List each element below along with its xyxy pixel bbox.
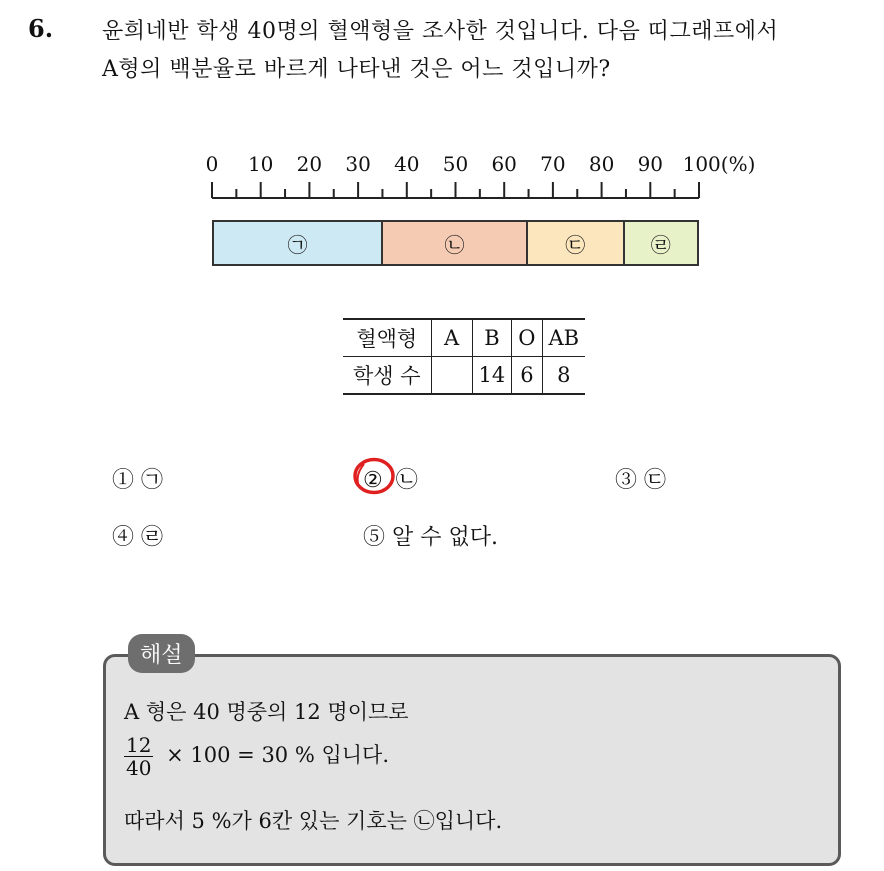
strip-graph (212, 220, 699, 266)
solution-tag: 해설 (128, 634, 195, 673)
table-row-students (343, 357, 585, 395)
ruler-tick-label: 30 (345, 152, 371, 176)
table-cell: 14 (472, 357, 512, 395)
solution-line2 (124, 734, 389, 779)
ruler-tick-label: 0 (205, 152, 219, 176)
fraction-denominator: 40 (126, 756, 152, 780)
option-4[interactable]: ④ ㉣ (112, 525, 163, 550)
strip-segment (528, 222, 625, 264)
table-cell: 8 (542, 357, 585, 395)
table-header-blood-type: 혈액형 (343, 319, 431, 357)
option-3[interactable]: ③ ㉢ (615, 468, 666, 493)
ruler-tick-label: 40 (394, 152, 420, 176)
strip-segment (383, 222, 528, 264)
strip-segment-label: ㉠ (287, 232, 308, 257)
solution-line3: 따라서 5 %가 6칸 있는 기호는 ㉡입니다. (124, 809, 503, 833)
table-cell: B (472, 319, 512, 357)
solution-line1: A 형은 40 명중의 12 명이므로 (124, 700, 409, 724)
ruler-tick-label: 90 (637, 152, 664, 176)
fraction-numerator: 12 (126, 733, 152, 757)
ruler-tick-label: 100(%) (682, 152, 756, 176)
table-cell: AB (542, 319, 585, 357)
option-2-number: ② (363, 468, 383, 493)
blood-type-table (343, 318, 585, 395)
table-cell-blank (431, 357, 472, 395)
ruler-tick-label: 80 (588, 152, 615, 176)
ruler-tick-label: 20 (296, 152, 323, 176)
ruler-tick-label: 10 (247, 152, 274, 176)
strip-segment-label: ㉢ (565, 232, 586, 257)
strip-segment (214, 222, 383, 264)
strip-segment-label: ㉣ (650, 232, 671, 257)
solution-line2-rest: × 100 = 30 % 입니다. (166, 743, 389, 767)
strip-segment-label: ㉡ (444, 232, 465, 257)
table-cell: O (512, 319, 542, 357)
table-cell: 6 (512, 357, 542, 395)
strip-segment (625, 222, 697, 264)
option-1[interactable]: ① ㉠ (112, 468, 163, 493)
option-5[interactable]: ⑤ 알 수 없다. (363, 525, 498, 550)
question-text-line1: 윤희네반 학생 40명의 혈액형을 조사한 것입니다. 다음 띠그래프에서 (102, 19, 779, 44)
question-text-line2: A형의 백분율로 바르게 나타낸 것은 어느 것입니까? (102, 57, 611, 82)
question-number: 6. (28, 14, 54, 43)
ruler-tick-label: 50 (442, 152, 469, 176)
ruler-tick-label: 60 (491, 152, 517, 176)
fraction (124, 734, 153, 779)
option-2-symbol: ㉡ (395, 468, 418, 493)
ruler-tick-label: 70 (540, 152, 566, 176)
percent-ruler (0, 0, 884, 220)
table-header-students: 학생 수 (343, 357, 431, 395)
table-row-blood-type (343, 319, 585, 357)
option-2[interactable] (363, 463, 418, 494)
table-cell: A (431, 319, 472, 357)
